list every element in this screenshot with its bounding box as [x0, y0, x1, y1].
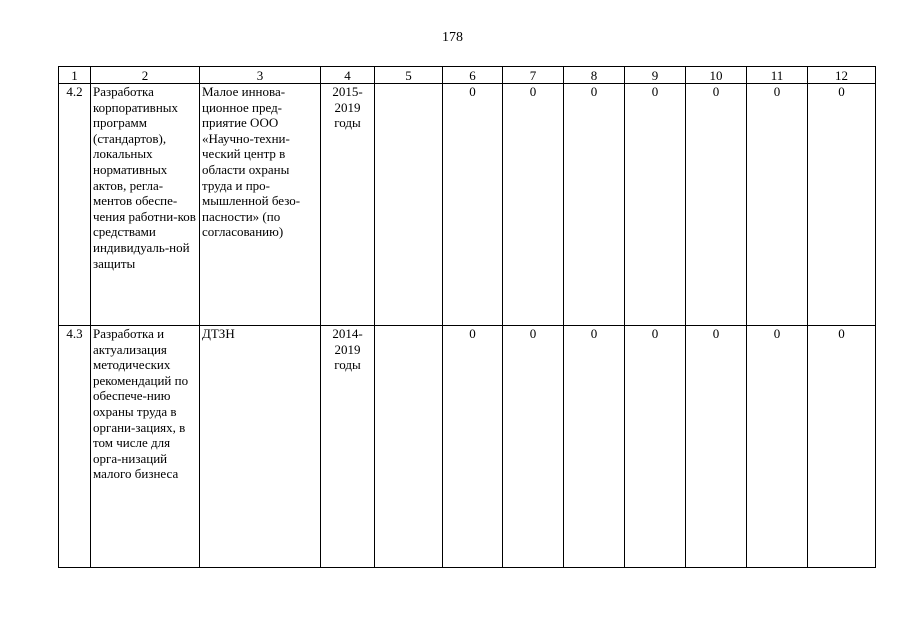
activity-name: Разработка и актуализация методических рекомендаций по обеспече-нию охраны труда в органи-зациях, в том числе для орга-низаций малого бизнеса [91, 326, 200, 568]
cell-col9: 0 [625, 326, 686, 568]
cell-col12: 0 [808, 84, 876, 326]
program-table [58, 66, 876, 568]
column-header: 6 [443, 67, 503, 84]
cell-col7: 0 [503, 326, 564, 568]
column-header: 8 [564, 67, 625, 84]
cell-col5 [375, 84, 443, 326]
cell-col6: 0 [443, 326, 503, 568]
cell-col5 [375, 326, 443, 568]
cell-col6: 0 [443, 84, 503, 326]
row-number: 4.3 [59, 326, 91, 568]
table-row [59, 84, 876, 326]
column-header: 1 [59, 67, 91, 84]
column-header: 7 [503, 67, 564, 84]
column-header: 9 [625, 67, 686, 84]
cell-col11: 0 [747, 326, 808, 568]
cell-col10: 0 [686, 84, 747, 326]
cell-col8: 0 [564, 326, 625, 568]
cell-col8: 0 [564, 84, 625, 326]
column-header: 12 [808, 67, 876, 84]
cell-col11: 0 [747, 84, 808, 326]
activity-name: Разработка корпоративных программ (стандартов), локальных нормативных актов, регла-ментов обеспе-чения работни-ков средствами индивидуаль-ной защиты [91, 84, 200, 326]
column-header: 3 [200, 67, 321, 84]
executor: ДТЗН [200, 326, 321, 568]
column-header: 11 [747, 67, 808, 84]
cell-col7: 0 [503, 84, 564, 326]
column-header: 5 [375, 67, 443, 84]
executor: Малое иннова-ционное пред-приятие ООО «Научно-техни-ческий центр в области охраны труда и про-мышленной безо-пасности» (по согласованию) [200, 84, 321, 326]
column-header: 2 [91, 67, 200, 84]
table-row [59, 326, 876, 568]
cell-col9: 0 [625, 84, 686, 326]
column-header: 4 [321, 67, 375, 84]
period: 2015-2019 годы [321, 84, 375, 326]
page-number: 178 [442, 30, 463, 45]
period: 2014-2019 годы [321, 326, 375, 568]
column-number-row [59, 67, 876, 84]
row-number: 4.2 [59, 84, 91, 326]
column-header: 10 [686, 67, 747, 84]
cell-col12: 0 [808, 326, 876, 568]
cell-col10: 0 [686, 326, 747, 568]
